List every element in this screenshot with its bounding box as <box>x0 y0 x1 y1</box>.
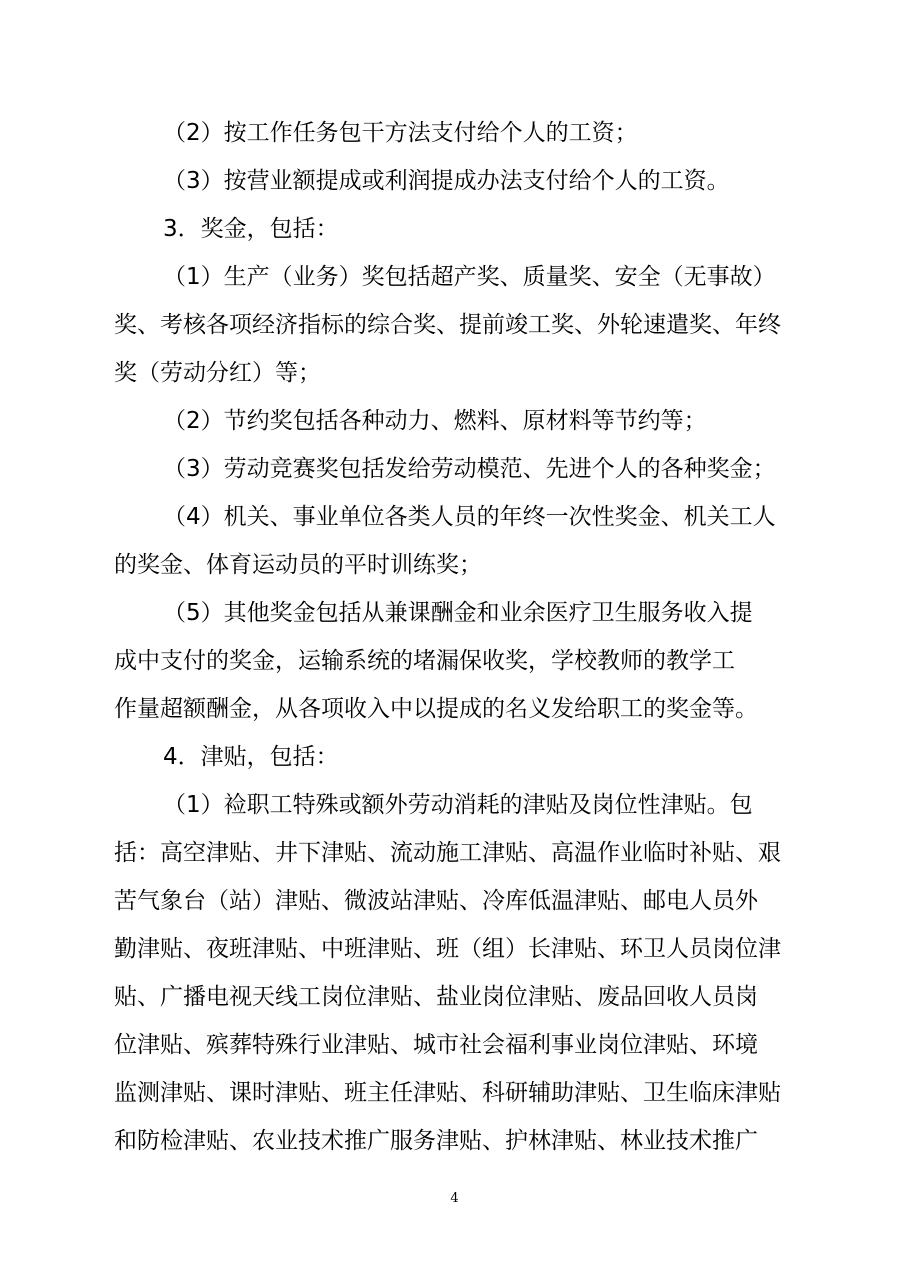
text-line-18: 勤津贴、夜班津贴、中班津贴、班（组）长津贴、环卫人员岗位津 <box>114 936 781 962</box>
page-number: 4 <box>450 1191 459 1206</box>
text-line-21: 监测津贴、课时津贴、班主任津贴、科研辅助津贴、卫生临床津贴 <box>114 1080 781 1106</box>
text-line-9: （4）机关、事业单位各类人员的年终一次性奖金、机关工人 <box>163 504 776 530</box>
text-line-1: （2）按工作任务包干方法支付给个人的工资； <box>163 120 638 146</box>
text-line-16: 括：高空津贴、井下津贴、流动施工津贴、高温作业临时补贴、艰 <box>114 840 781 866</box>
section-heading-allowance: 4．津贴，包括： <box>163 744 339 770</box>
text-line-17: 苦气象台（站）津贴、微波站津贴、冷库低温津贴、邮电人员外 <box>114 888 758 914</box>
text-line-19: 贴、广播电视天线工岗位津贴、盐业岗位津贴、废品回收人员岗 <box>114 984 758 1010</box>
text-line-10: 的奖金、体育运动员的平时训练奖； <box>114 552 482 578</box>
document-body <box>114 109 800 1165</box>
text-line-11: （5）其他奖金包括从兼课酬金和业余医疗卫生服务收入提 <box>163 600 753 626</box>
text-line-13: 作量超额酬金，从各项收入中以提成的名义发给职工的奖金等。 <box>114 696 758 722</box>
text-line-22: 和防检津贴、农业技术推广服务津贴、护林津贴、林业技术推广 <box>114 1128 758 1154</box>
text-line-4: （1）生产（业务）奖包括超产奖、质量奖、安全（无事故） <box>163 264 776 290</box>
text-line-5: 奖、考核各项经济指标的综合奖、提前竣工奖、外轮速遣奖、年终 <box>114 312 781 338</box>
text-line-12: 成中支付的奖金，运输系统的堵漏保收奖，学校教师的教学工 <box>114 648 735 674</box>
text-line-7: （2）节约奖包括各种动力、燃料、原材料等节约等； <box>163 408 707 434</box>
text-line-15: （1）裣职工特殊或额外劳动消耗的津贴及岗位性津贴。包 <box>163 792 753 818</box>
text-line-2: （3）按营业额提成或利润提成办法支付给个人的工资。 <box>163 168 730 194</box>
text-line-8: （3）劳动竞赛奖包括发给劳动模范、先进个人的各种奖金； <box>163 456 776 482</box>
section-heading-bonus: 3．奖金，包括： <box>163 216 339 242</box>
text-line-20: 位津贴、殡葬特殊行业津贴、城市社会福利事业岗位津贴、环境 <box>114 1032 758 1058</box>
text-line-6: 奖（劳动分红）等； <box>114 360 321 386</box>
